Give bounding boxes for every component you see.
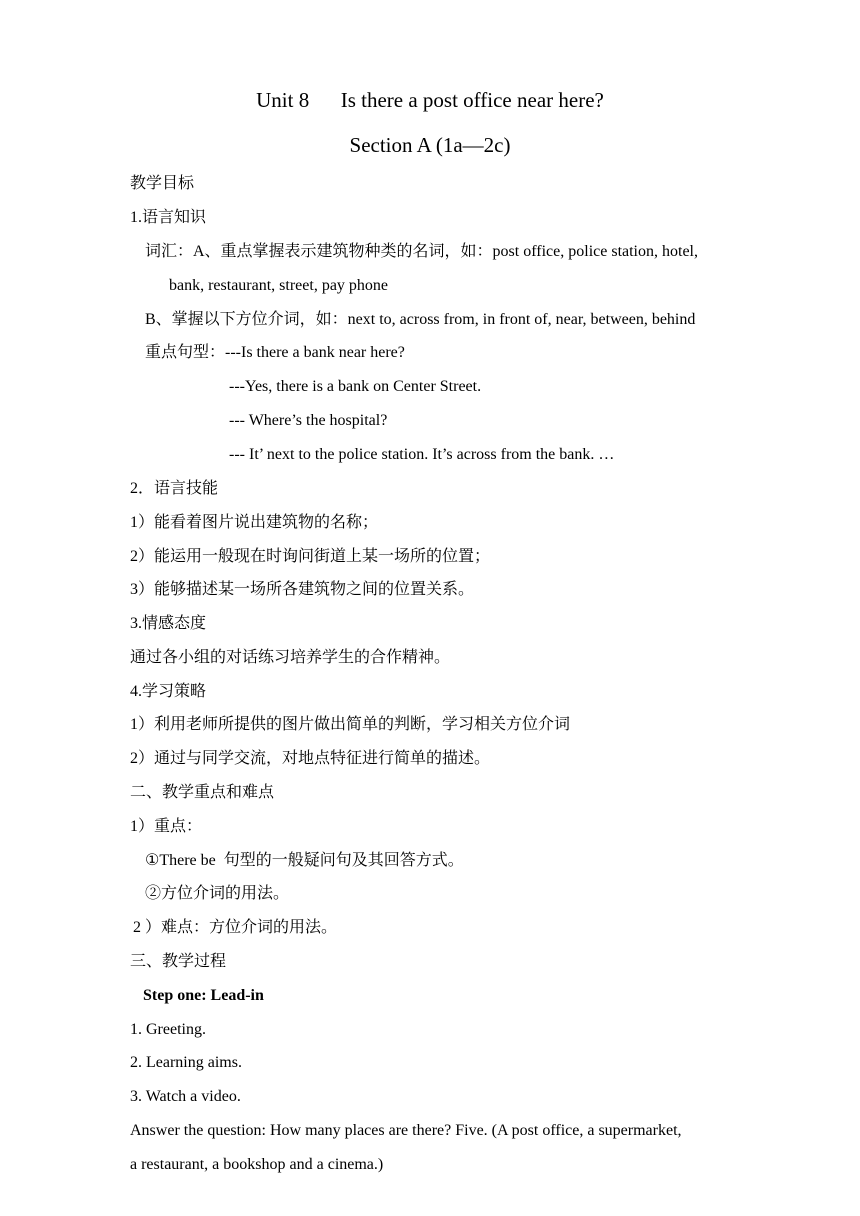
vocabulary-line: 词汇：A、重点掌握表示建筑物种类的名词，如：post office, police station, hotel,: [145, 243, 698, 260]
skill-item: 3）能够描述某一场所各建筑物之间的位置关系。: [130, 581, 475, 598]
sentence-pattern-line: --- It’ next to the police station. It’s across from the bank. …: [229, 446, 615, 463]
difficulty-item: 2 ）难点：方位介词的用法。: [133, 919, 338, 936]
vocabulary-line: bank, restaurant, street, pay phone: [169, 277, 389, 294]
objectives-heading: 教学目标: [130, 175, 195, 192]
sentence-pattern-line: ---Yes, there is a bank on Center Street.: [229, 378, 482, 395]
language-knowledge-heading: 1.语言知识: [130, 209, 207, 226]
sentence-pattern-line: 重点句型：---Is there a bank near here?: [145, 344, 405, 361]
key-point-item: ②方位介词的用法。: [145, 885, 290, 902]
step-item: 3. Watch a video.: [130, 1088, 241, 1105]
answer-line: a restaurant, a bookshop and a cinema.): [130, 1156, 384, 1173]
sentence-pattern-line: --- Where’s the hospital?: [229, 412, 388, 429]
step-item: 2. Learning aims.: [130, 1054, 242, 1071]
strategy-item: 2）通过与同学交流，对地点特征进行简单的描述。: [130, 750, 491, 767]
process-heading: 三、教学过程: [130, 953, 227, 970]
key-point-item: ①There be 句型的一般疑问句及其回答方式。: [145, 852, 464, 869]
strategy-item: 1）利用老师所提供的图片做出简单的判断，学习相关方位介词: [130, 716, 571, 733]
key-points-heading: 二、教学重点和难点: [130, 784, 275, 801]
vocabulary-line: B、掌握以下方位介词，如：next to, across from, in front of, near, between, behind: [145, 311, 696, 328]
skill-item: 1）能看着图片说出建筑物的名称；: [130, 514, 379, 531]
document-title: Unit 8 Is there a post office near here?: [256, 88, 604, 112]
key-points-label: 1）重点：: [130, 818, 203, 835]
answer-line: Answer the question: How many places are there? Five. (A post office, a supermarket,: [130, 1122, 682, 1139]
step-item: 1. Greeting.: [130, 1021, 206, 1038]
attitude-text: 通过各小组的对话练习培养学生的合作精神。: [130, 649, 451, 666]
step-one-heading: Step one: Lead-in: [143, 987, 264, 1004]
attitude-heading: 3.情感态度: [130, 615, 207, 632]
document-subtitle: Section A (1a—2c): [349, 133, 511, 157]
language-skills-heading: 2．语言技能: [130, 480, 219, 497]
skill-item: 2）能运用一般现在时询问街道上某一场所的位置；: [130, 548, 491, 565]
strategy-heading: 4.学习策略: [130, 683, 207, 700]
